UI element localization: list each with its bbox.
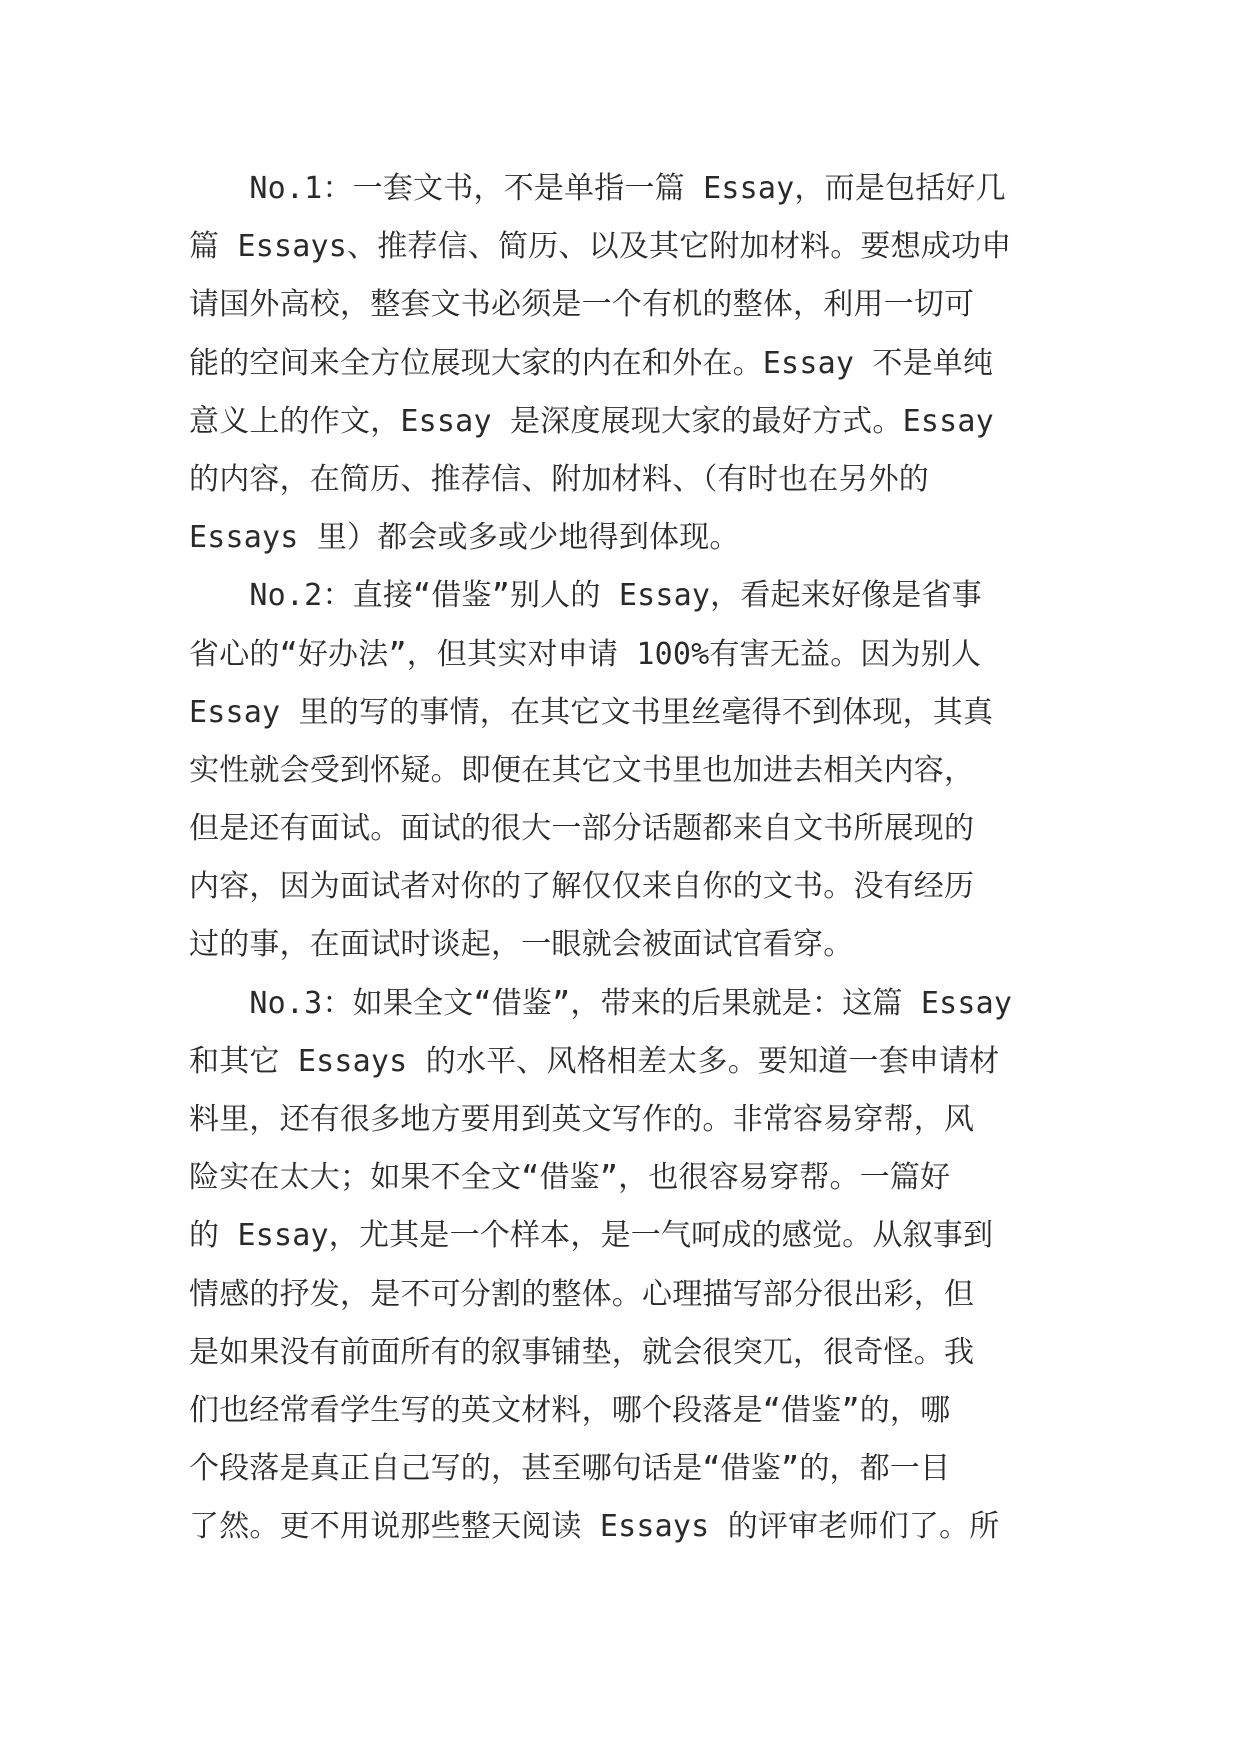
text-line: 个段落是真正自己写的，甚至哪句话是“借鉴”的，都一目: [189, 1451, 951, 1487]
text-line: 实性就会受到怀疑。即便在其它文书里也加进去相关内容，: [189, 752, 975, 788]
text-line: 和其它 Essays 的水平、风格相差太多。要知道一套申请材: [189, 1043, 1000, 1079]
body-text: [189, 160, 1059, 1557]
text-line: No.3：如果全文“借鉴”，带来的后果就是：这篇 Essay: [189, 985, 1013, 1021]
text-line: Essays 里）都会或多或少地得到体现。: [189, 520, 740, 556]
text-line: 意义上的作文，Essay 是深度展现大家的最好方式。Essay: [189, 403, 994, 439]
text-line: 险实在太大；如果不全文“借鉴”，也很容易穿帮。一篇好: [189, 1160, 951, 1196]
text-line: Essay 里的写的事情，在其它文书里丝毫得不到体现，其真: [189, 694, 994, 730]
text-line: 内容，因为面试者对你的了解仅仅来自你的文书。没有经历: [189, 869, 975, 905]
text-line: 过的事，在面试时谈起，一眼就会被面试官看穿。: [189, 927, 854, 963]
text-line: 的 Essay，尤其是一个样本，是一气呵成的感觉。从叙事到: [189, 1218, 994, 1254]
text-line: 篇 Essays、推荐信、简历、以及其它附加材料。要想成功申: [189, 229, 1012, 265]
text-line: 们也经常看学生写的英文材料，哪个段落是“借鉴”的，哪: [189, 1392, 951, 1428]
text-line: No.2：直接“借鉴”别人的 Essay，看起来好像是省事: [189, 578, 982, 614]
text-line: 的内容，在简历、推荐信、附加材料、（有时也在另外的: [189, 461, 929, 497]
text-line: 是如果没有前面所有的叙事铺垫，就会很突兀，很奇怪。我: [189, 1334, 975, 1370]
text-line: 料里，还有很多地方要用到英文写作的。非常容易穿帮，风: [189, 1102, 975, 1137]
text-line: No.1：一套文书，不是单指一篇 Essay，而是包括好几: [189, 171, 1006, 206]
text-line: 请国外高校，整套文书必须是一个有机的整体，利用一切可: [189, 287, 975, 323]
text-line: 情感的抒发，是不可分割的整体。心理描写部分很出彩，但: [189, 1276, 975, 1312]
text-line: 能的空间来全方位展现大家的内在和外在。Essay 不是单纯: [189, 345, 994, 381]
text-line: 了然。更不用说那些整天阅读 Essays 的评审老师们了。所: [189, 1509, 1000, 1545]
text-line: 但是还有面试。面试的很大一部分话题都来自文书所展现的: [189, 811, 975, 847]
text-line: 省心的“好办法”，但其实对申请 100%有害无益。因为别人: [189, 636, 982, 672]
